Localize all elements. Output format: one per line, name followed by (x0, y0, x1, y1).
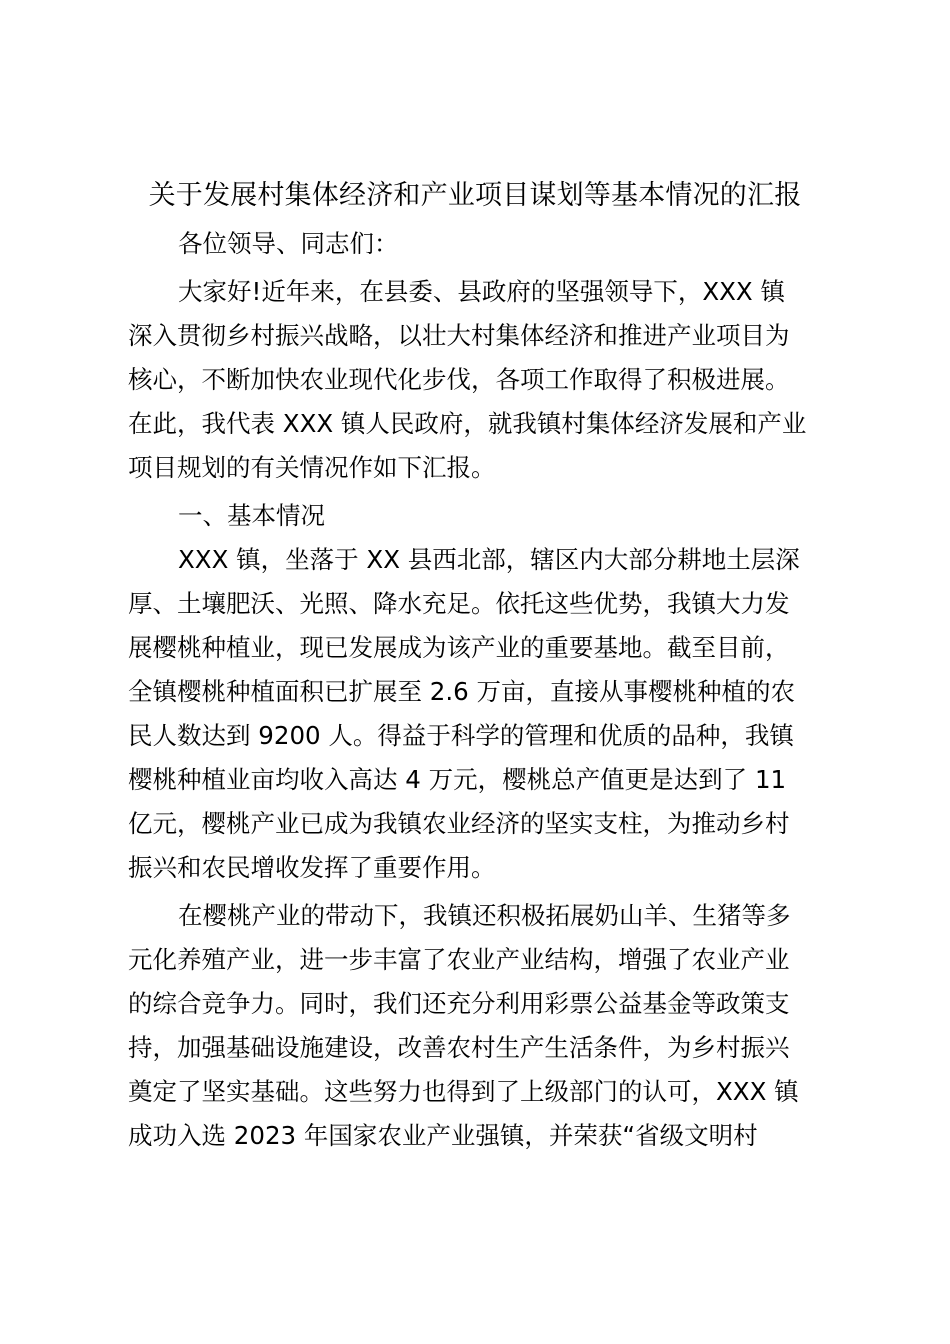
paragraph-line: 展樱桃种植业，现已发展成为该产业的重要基地。截至目前， (128, 633, 790, 662)
paragraph-line: 在樱桃产业的带动下，我镇还积极拓展奶山羊、生猪等多 (178, 901, 791, 930)
salutation: 各位领导、同志们： (178, 229, 399, 258)
paragraph-line: 大家好!近年来，在县委、县政府的坚强领导下，XXX 镇 (178, 277, 785, 306)
paragraph-line: 元化养殖产业，进一步丰富了农业产业结构，增强了农业产业 (128, 945, 790, 974)
section-heading: 一、基本情况 (178, 501, 325, 530)
paragraph-line: 持，加强基础设施建设，改善农村生产生活条件，为乡村振兴 (128, 1033, 790, 1062)
paragraph-line: 深入贯彻乡村振兴战略，以壮大村集体经济和推进产业项目为 (128, 321, 790, 350)
paragraph-line: 振兴和农民增收发挥了重要作用。 (128, 853, 496, 882)
paragraph-line: 在此，我代表 XXX 镇人民政府，就我镇村集体经济发展和产业 (128, 409, 807, 438)
paragraph-line: 厚、土壤肥沃、光照、降水充足。依托这些优势，我镇大力发 (128, 589, 790, 618)
paragraph-line: 成功入选 2023 年国家农业产业强镇，并荣获“省级文明村 (128, 1121, 758, 1150)
paragraph-line: 民人数达到 9200 人。得益于科学的管理和优质的品种，我镇 (128, 721, 794, 750)
paragraph-line: 项目规划的有关情况作如下汇报。 (128, 453, 496, 482)
paragraph-line: XXX 镇，坐落于 XX 县西北部，辖区内大部分耕地土层深 (178, 545, 800, 574)
paragraph-line: 核心，不断加快农业现代化步伐，各项工作取得了积极进展。 (128, 365, 790, 394)
document-title: 关于发展村集体经济和产业项目谋划等基本情况的汇报 (148, 180, 802, 211)
paragraph-line: 亿元，樱桃产业已成为我镇农业经济的坚实支柱，为推动乡村 (128, 809, 790, 838)
paragraph-line: 奠定了坚实基础。这些努力也得到了上级部门的认可，XXX 镇 (128, 1077, 799, 1106)
paragraph-line: 全镇樱桃种植面积已扩展至 2.6 万亩，直接从事樱桃种植的农 (128, 677, 796, 706)
paragraph-line: 的综合竞争力。同时，我们还充分利用彩票公益基金等政策支 (128, 989, 790, 1018)
paragraph-line: 樱桃种植业亩均收入高达 4 万元，樱桃总产值更是达到了 11 (128, 765, 787, 794)
